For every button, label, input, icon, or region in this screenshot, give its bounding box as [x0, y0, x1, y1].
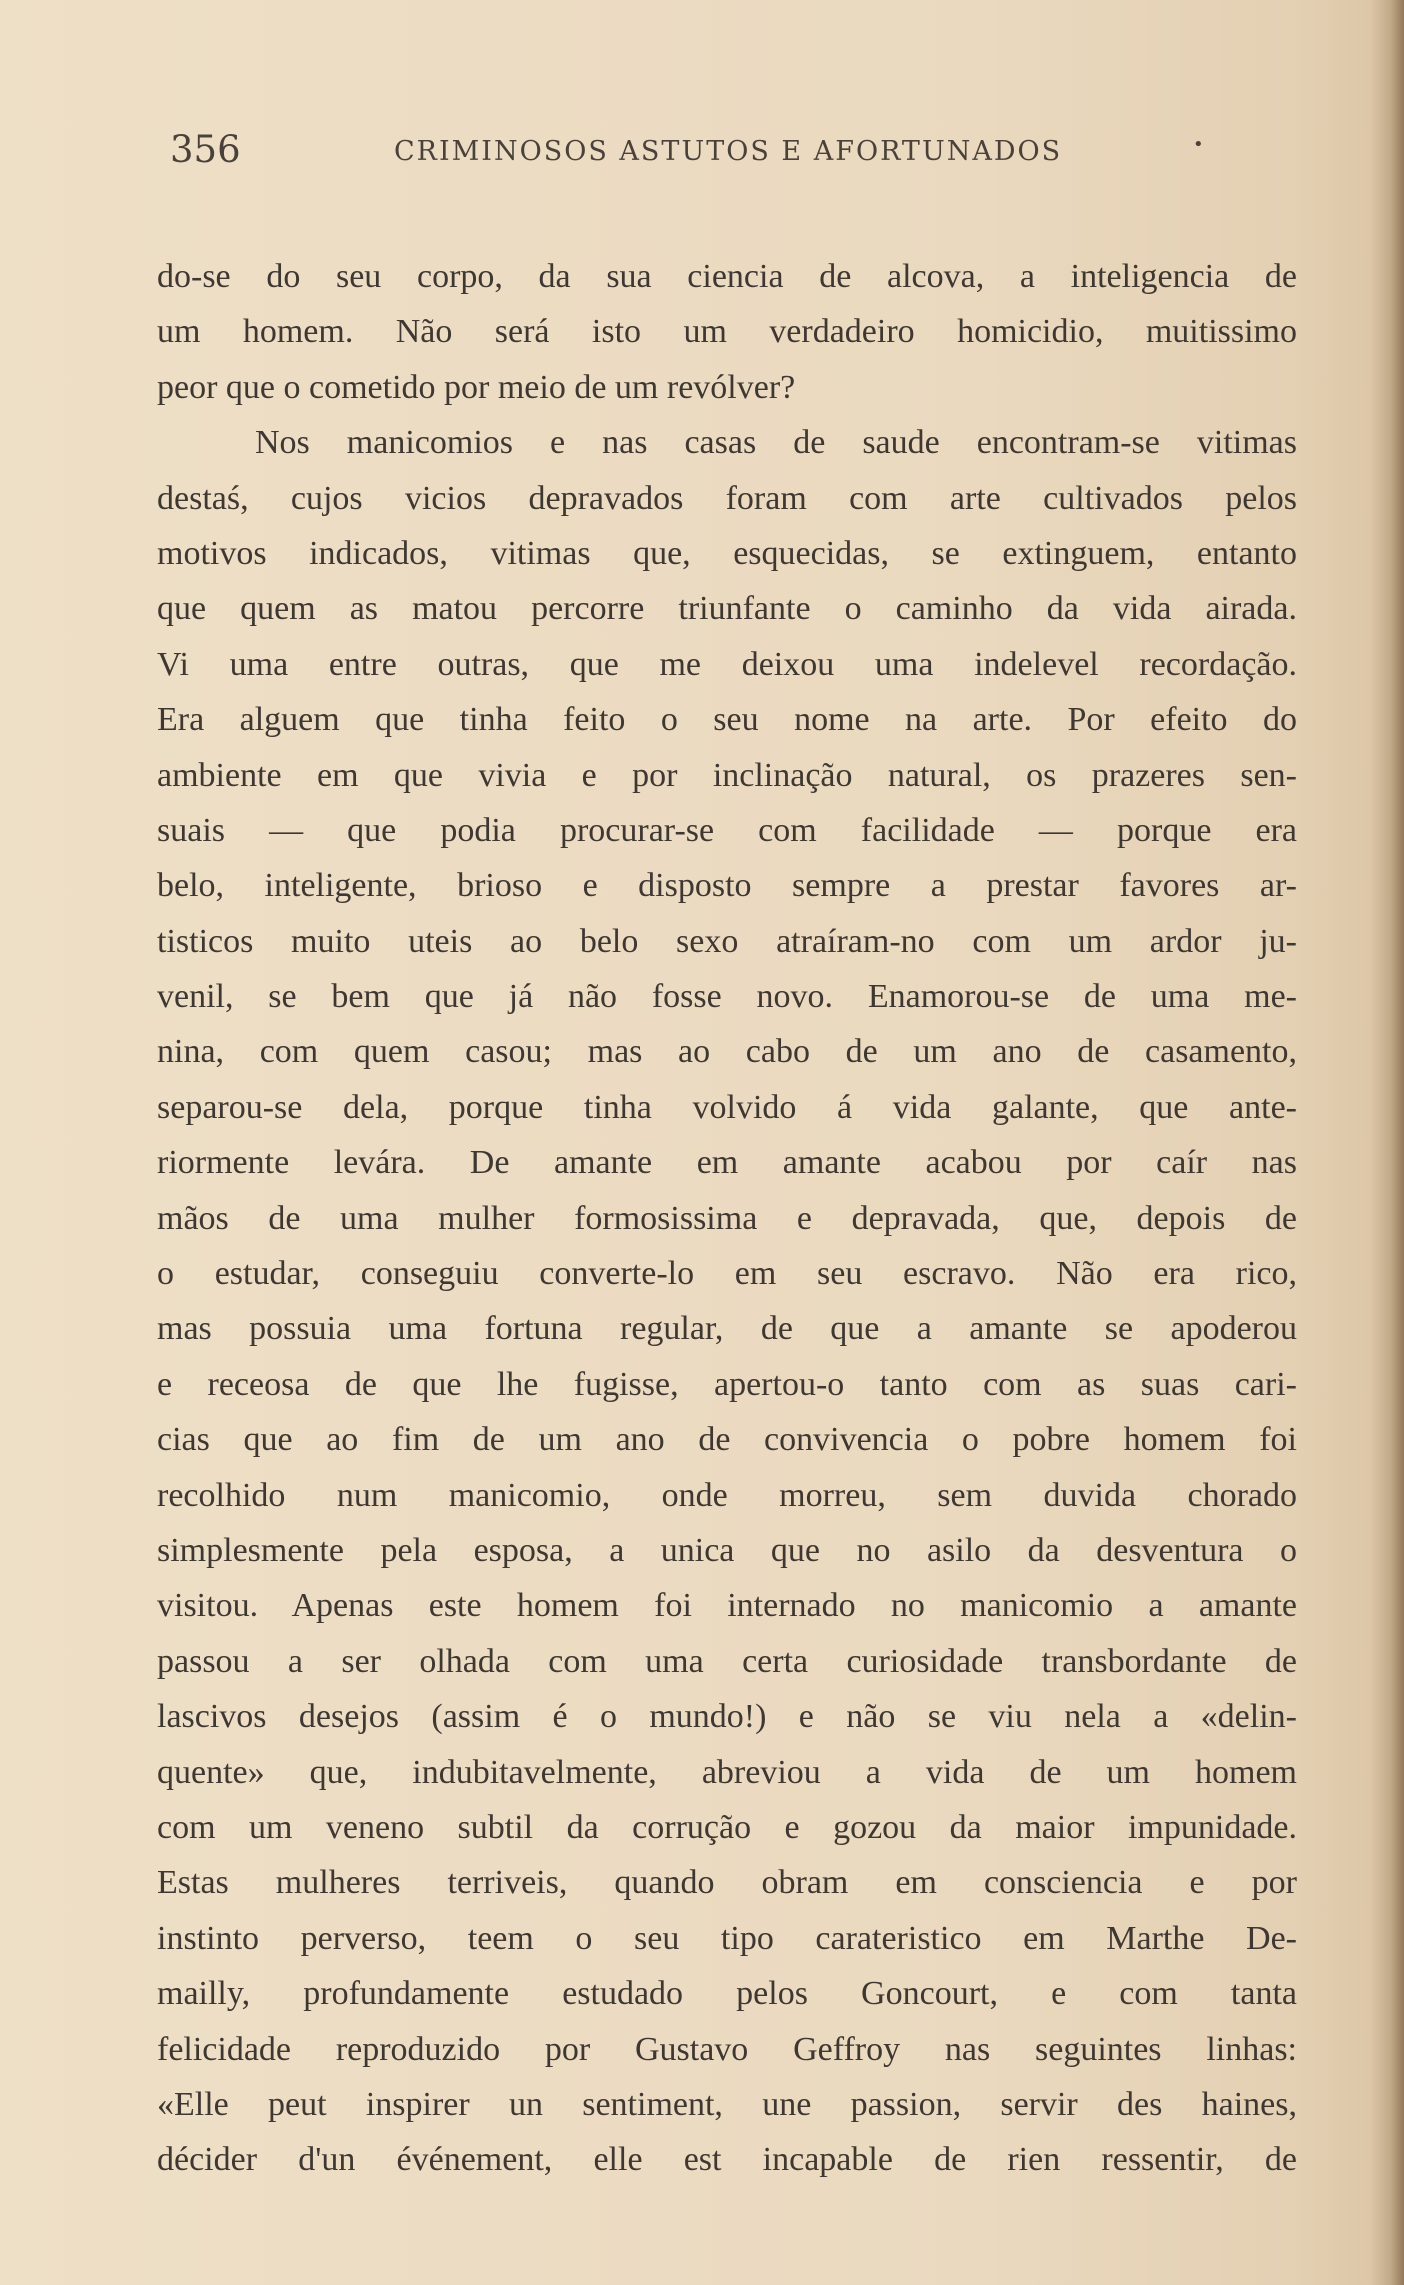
text-line: separou-se dela, porque tinha volvido á vida galante, que ante- [157, 1088, 1297, 1126]
page-edge-shadow [1370, 0, 1404, 2285]
page-header [170, 128, 1210, 188]
text-line: recolhido num manicomio, onde morreu, sem duvida chorado [157, 1476, 1297, 1514]
text-line: Nos manicomios e nas casas de saude encontram-se vitimas [255, 424, 1297, 462]
text-line: felicidade reproduzido por Gustavo Geffroy nas seguintes linhas: [157, 2030, 1297, 2068]
text-line: ambiente em que vivia e por inclinação natural, os prazeres sen- [157, 756, 1297, 794]
text-line: um homem. Não será isto um verdadeiro homicidio, muitissimo [157, 313, 1297, 351]
text-line: Vi uma entre outras, que me deixou uma indelevel recordação. [157, 645, 1297, 683]
header-mark: • [1193, 134, 1204, 155]
text-line: instinto perverso, teem o seu tipo carateristico em Marthe De- [157, 1919, 1297, 1957]
text-line: passou a ser olhada com uma certa curiosidade transbordante de [157, 1642, 1297, 1680]
text-line: venil, se bem que já não fosse novo. Enamorou-se de uma me- [157, 978, 1297, 1016]
text-line: simplesmente pela esposa, a unica que no asilo da desventura o [157, 1531, 1297, 1569]
text-line: quente» que, indubitavelmente, abreviou a vida de um homem [157, 1753, 1297, 1791]
text-line: riormente levára. De amante em amante acabou por caír nas [157, 1144, 1297, 1182]
text-line: nina, com quem casou; mas ao cabo de um ano de casamento, [157, 1033, 1297, 1071]
text-line: Era alguem que tinha feito o seu nome na arte. Por efeito do [157, 701, 1297, 739]
text-line: mãos de uma mulher formosissima e depravada, que, depois de [157, 1199, 1297, 1237]
text-line: décider d'un événement, elle est incapable de rien ressentir, de [157, 2141, 1297, 2179]
text-line: destaś, cujos vicios depravados foram com arte cultivados pelos [157, 479, 1297, 517]
text-line: cias que ao fim de um ano de convivencia o pobre homem foi [157, 1421, 1297, 1459]
text-line: lascivos desejos (assim é o mundo!) e não se viu nela a «delin- [157, 1698, 1297, 1736]
page-number: 356 [170, 128, 241, 171]
text-line: motivos indicados, vitimas que, esquecidas, se extinguem, entanto [157, 534, 1297, 572]
text-line: com um veneno subtil da corrução e gozou da maior impunidade. [157, 1808, 1297, 1846]
text-line: peor que o cometido por meio de um revólver? [157, 368, 796, 406]
text-line: mailly, profundamente estudado pelos Goncourt, e com tanta [157, 1975, 1297, 2013]
body-text [157, 249, 1297, 2188]
text-line: suais — que podia procurar-se com facilidade — porque era [157, 811, 1297, 849]
text-line: belo, inteligente, brioso e disposto sempre a prestar favores ar- [157, 867, 1297, 905]
text-line: tisticos muito uteis ao belo sexo atraíram-no com um ardor ju- [157, 922, 1297, 960]
text-line: que quem as matou percorre triunfante o caminho da vida airada. [157, 590, 1297, 628]
text-line: «Elle peut inspirer un sentiment, une passion, servir des haines, [157, 2085, 1297, 2123]
running-title: CRIMINOSOS ASTUTOS E AFORTUNADOS [394, 136, 1063, 167]
text-line: visitou. Apenas este homem foi internado no manicomio a amante [157, 1587, 1297, 1625]
text-line: Estas mulheres terriveis, quando obram em consciencia e por [157, 1864, 1297, 1902]
text-line: mas possuia uma fortuna regular, de que a amante se apoderou [157, 1310, 1297, 1348]
text-line: e receosa de que lhe fugisse, apertou-o tanto com as suas cari- [157, 1365, 1297, 1403]
text-line: o estudar, conseguiu converte-lo em seu escravo. Não era rico, [157, 1255, 1297, 1293]
text-line: do-se do seu corpo, da sua ciencia de alcova, a inteligencia de [157, 258, 1297, 295]
